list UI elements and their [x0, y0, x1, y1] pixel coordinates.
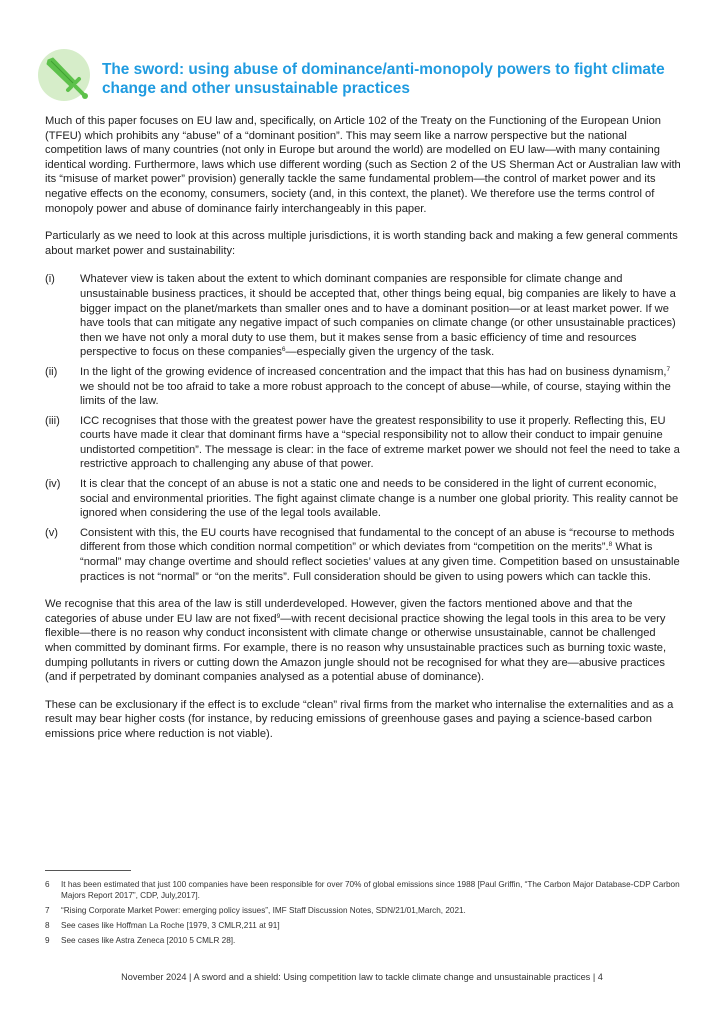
footnote-ref[interactable]: 8: [608, 541, 613, 549]
footnote-ref[interactable]: 7: [666, 365, 671, 373]
footnote-text: “Rising Corporate Market Power: emerging policy issues”, IMF Staff Discussion Notes, SDN/21/01,March, 2021.: [61, 906, 466, 915]
footnote-ref[interactable]: 6: [281, 346, 286, 354]
paragraph-list-intro: Particularly as we need to look at this across multiple jurisdictions, it is worth standing back and making a few general comments about market power and sustainability:: [45, 230, 678, 257]
list-item-text: It is clear that the concept of an abuse is not a static one and needs to be considered in the light of current economic, social and environmental priorities. The fight against climate change is a number one global priority. This reality cannot be ignored when considering the use of the legal tools available.: [80, 478, 679, 520]
list-item: [45, 526, 681, 584]
numbered-list: [45, 272, 681, 584]
list-item-number: (i): [45, 273, 55, 286]
footnote-number: 8: [45, 921, 50, 930]
footnote-number: 7: [45, 906, 50, 915]
list-item-text: In the light of the growing evidence of increased concentration and the impact that this has had on business dynamism,$^7$ we should not be too afraid to take a more robust approach to the concept of abuse—while, of course, staying within the limits of the law.: [80, 365, 671, 408]
list-item: [45, 272, 681, 360]
footnote-text: It has been estimated that just 100 companies have been responsible for over 70% of global emissions since 1988 [Paul Griffin, “The Carbon Major Database-CDP Carbon Majors Report 2017”, CDP, July,2017].: [61, 880, 680, 900]
list-item-number: (ii): [45, 365, 58, 378]
footnote-number: 9: [45, 936, 50, 945]
list-item-text: ICC recognises that those with the greatest power have the greatest responsibility to use it properly. Reflecting this, EU courts have made it clear that dominant firms have a “special responsibility not to allow their conduct to impair genuine undistorted competition”. The message is clear: in the face of extreme market power we should not feel the need to take a restrictive approach to challenging any abuse of that power.: [80, 414, 680, 471]
list-item: [45, 365, 681, 409]
list-item-text: Consistent with this, the EU courts have recognised that fundamental to the concept of an abuse is “recourse to methods different from those which condition normal competition” or which deviates from “competition on the merits”.$^8$ What is “normal” may change overtime and should reflect societies’ values at any given time. Competition based on unsustainable practices is not “normal” or “on the merits”. Full consideration should be given to using powers which can tackle this.: [80, 526, 680, 583]
list-item-number: (v): [45, 526, 58, 539]
main-body: [45, 114, 681, 755]
section-heading-block: [38, 49, 688, 105]
footnote: [45, 879, 685, 901]
footnote-ref[interactable]: 9: [276, 612, 281, 620]
footnote: [45, 935, 685, 946]
footnote-text: See cases like Hoffman La Roche [1979, 3 CMLR,211 at 91]: [61, 921, 280, 930]
paragraph-intro: Much of this paper focuses on EU law and, specifically, on Article 102 of the Treaty on the Functioning of the European Union (TFEU) which prohibits any “abuse” of a “dominant position”. This may seem like a narrow perspective but the national competition laws of many countries (not only in Europe but around the world) are modelled on EU law—with many containing identical wording. Furthermore, laws which use different wording (such as Section 2 of the US Sherman Act or Australian law with its “misuse of market power” provision) generally tackle the same fundamental problem—the control of market power and its negative effects on the economy, consumers, society (and, in this context, the planet). We therefore use the terms control of monopoly power and abuse of dominance fairly interchangeably in this paper.: [45, 115, 681, 215]
page-footer: November 2024 | A sword and a shield: Using competition law to tackle climate change and unsustainable practices | 4: [121, 972, 603, 982]
list-item-number: (iv): [45, 478, 61, 491]
footnote-divider: [45, 870, 131, 871]
list-item-number: (iii): [45, 414, 60, 427]
footnote-number: 6: [45, 880, 50, 889]
page-title: The sword: using abuse of dominance/anti-monopoly powers to fight climate change and other unsustainable practices: [102, 61, 665, 97]
footnote-text: See cases like Astra Zeneca [2010 5 CMLR 28].: [61, 936, 236, 945]
footnote: [45, 920, 685, 931]
list-item-text: Whatever view is taken about the extent to which dominant companies are responsible for climate change and unsustainable business practices, it should be accepted that, other things being equal, big companies are likely to have a bigger impact on the planet/markets than smaller ones and to have a dominant position—or at least market power. If we have tools that can mitigate any negative impact of such companies on climate change (or other unsustainable practices) then we have not only a moral duty to use them, but it makes sense from a basic efficiency of time and resources perspective to focus on these companies$^6$—especially given the urgency of the task.: [80, 273, 676, 359]
sword-icon: [38, 49, 90, 101]
paragraph-exclusionary: These can be exclusionary if the effect is to exclude “clean” rival firms from the market who internalise the externalities and as a result may bear higher costs (for instance, by reducing emissions of greenhouse gases and paying a science-based carbon emissions price where reduction is not viable).: [45, 698, 674, 740]
list-item: [45, 414, 681, 472]
footnote: [45, 905, 685, 916]
footnotes: [45, 879, 685, 950]
list-item: [45, 477, 681, 521]
paragraph-law-underdeveloped: We recognise that this area of the law is still underdeveloped. However, given the factors mentioned above and that the categories of abuse under EU law are not fixed$^9$—with recent decisional practice showing the legal tools in this area to be very flexible—there is no reason why conduct inconsistent with climate change or otherwise unsustainable, cannot be challenged when committed by dominant firms. For example, there is no reason why unsustainable practices such as burning toxic waste, dumping pollutants in rivers or cutting down the Amazon jungle should not be recognised for what they are—abusive practices (and if perpetrated by dominant companies analysed as a potential abuse of dominance).: [45, 598, 667, 684]
